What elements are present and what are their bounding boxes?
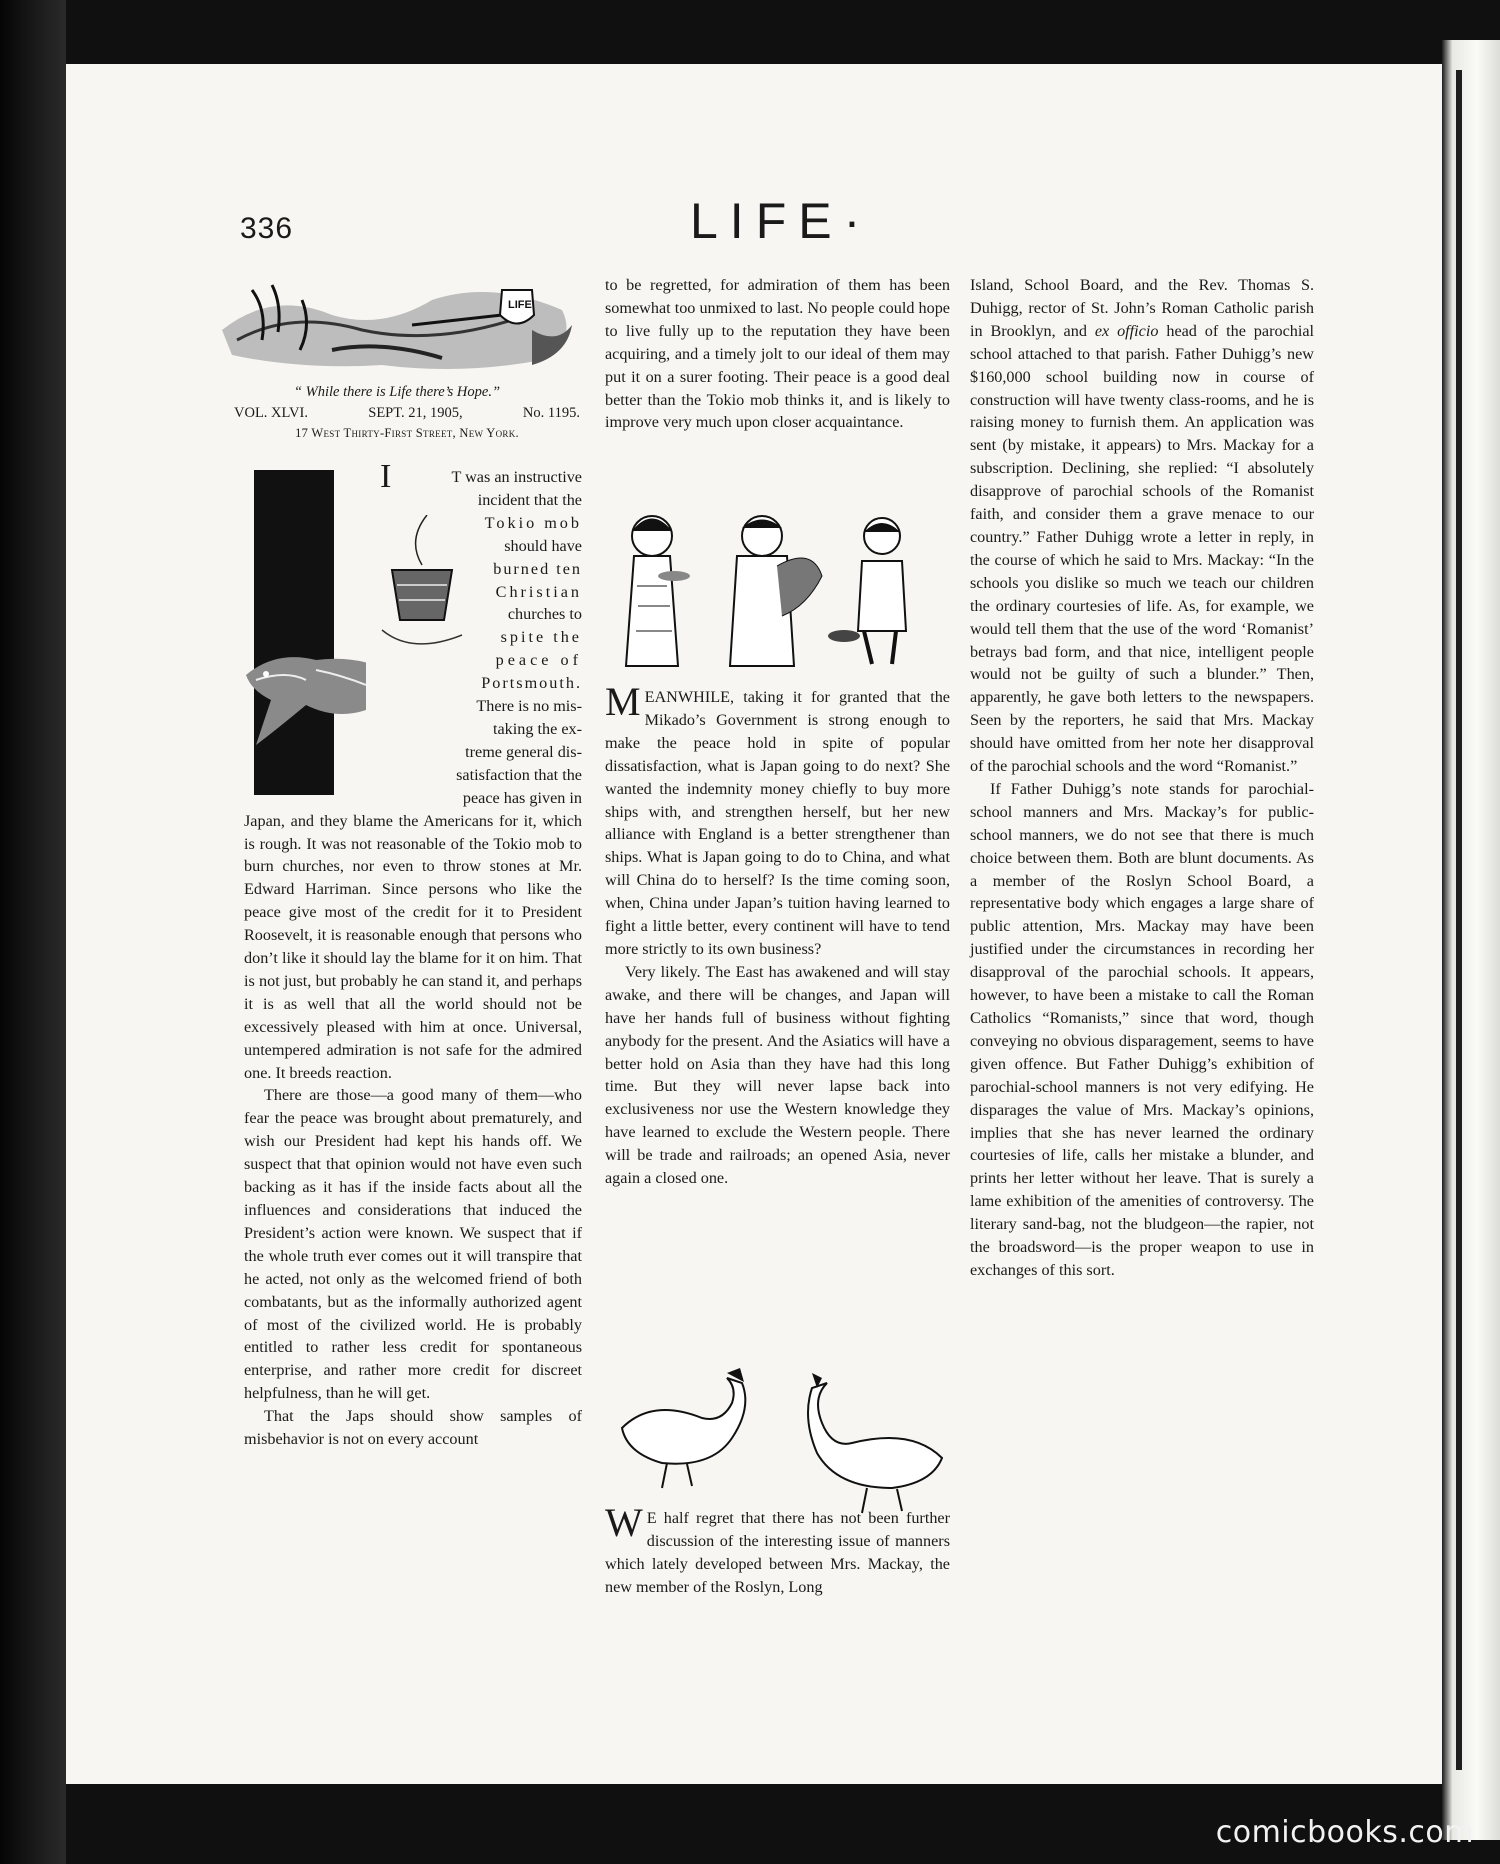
lead-line: satisfaction that the (456, 765, 582, 784)
lead-line: taking the ex- (493, 719, 582, 738)
banner-shield-text: LIFE (508, 299, 532, 311)
lead-line: burned ten (493, 559, 582, 578)
drop-cap-i: I (380, 458, 392, 495)
girl-with-tray-figure (626, 516, 690, 666)
lead-line: Tokio mob (484, 513, 582, 532)
paragraph-text: EANWHILE, taking it for granted that the Mikado’s Government is strong enough to make the peace hold in spite of popular dissatisfaction, what is Japan going to do next? She wanted the indemnity money chiefly to buy more ships with, and strengthen herself, but her new alliance with England is a better strengthener than ships. What is Japan going to do to China, and what will China do to herself? Is the time coming soon, when, China under Japan’s tuition having learned to fight a little better, every continent will have to tend more strictly to its own business? (605, 688, 950, 958)
drop-cap-w: W (605, 1500, 643, 1545)
boy-with-branches-figure (730, 516, 822, 666)
paragraph (605, 1500, 950, 1599)
paragraph-text: Island, School Board, and the Rev. Thomas S. Duhigg, rector of St. John’s Roman Catholic parish in Brooklyn, and (970, 276, 1314, 340)
paragraph: There are those—a good many of them—who fear the peace was brought about prematurely, and wish our President had kept his hands off. We suspect that that opinion would not have even such backing as it has if the inside facts about all the influences and considerations that induced the President’s action were known. We suspect that if the whole truth ever comes out it will transpire that he acted, not only as the welcomed friend of both combatants, but as the informally authorized agent of most of the civilized world. He is probably entitled to rather less credit for spontaneous enterprise, and rather more credit for discreet helpfulness, than he will get. (244, 1086, 582, 1403)
column-2-bottom (605, 1500, 950, 1599)
paragraph: That the Japs should show samples of misbehavior is not on every account (244, 1407, 582, 1449)
paragraph (970, 274, 1314, 778)
paragraph: to be regretted, for admiration of them has been somewhat too unmixed to last. No people could hope to live fully up to the reputation they have been acquiring, and a timely jolt to our ideal of them may put it on a surer footing. Their peace is a good deal better than the Tokio mob thinks it, and is likely to improve very much upon closer acquaintance. (605, 276, 950, 432)
paragraph (605, 679, 950, 961)
lead-line: Christian (495, 582, 582, 601)
column-3 (970, 274, 1314, 1282)
issue-number: No. 1195. (522, 405, 580, 421)
lead-line: incident that the (477, 490, 582, 509)
watermark: comicbooks.com (1215, 1815, 1474, 1850)
masthead-title: LIFE· (690, 193, 873, 249)
lead-line: churches to (507, 605, 582, 624)
drop-cap-m: M (605, 679, 641, 724)
paragraph: Very likely. The East has awakened and will stay awake, and there will be changes, and Japan will have her hands full of business without fighting anybody for the present. And the Asiatics will have a better hold on Asia than they have had this long time. But they will never lapse back into exclusiveness nor use the Western knowledge they have learned to exclude the Western people. There will be trade and railroads; an opened Asia, never again a closed one. (605, 962, 950, 1188)
lead-line: spite the (500, 628, 582, 647)
column-2-lower (605, 679, 950, 1190)
japanese-children-illustration (612, 506, 952, 676)
issue-date: SEPT. 21, 1905, (368, 405, 463, 421)
lead-line: treme general dis- (465, 742, 582, 761)
column-1 (244, 458, 582, 1451)
two-geese-illustration (612, 1368, 952, 1518)
lead-paragraph-wrap (380, 458, 582, 810)
lead-line: Portsmouth. (481, 674, 582, 693)
child-with-pan-figure (828, 518, 906, 664)
scan-border-left (0, 0, 66, 1864)
next-page-edge (1442, 40, 1500, 1840)
column-2 (605, 274, 950, 434)
goose-left (622, 1368, 745, 1488)
lead-line: T was an instructive (451, 468, 582, 486)
paragraph: If Father Duhigg’s note stands for parochial-school manners and Mrs. Mackay’s for public-school manners, we do not see that there is much choice between them. Both are blunt documents. As a member of the Roslyn School Board, a representative body which engages a large share of public attention, Mrs. Mackay may have been justified under the circumstances in recording her disapproval of the parochial schools. It appears, however, to have been a mistake to call the Roman Catholics “Romanists,” since that word, though conveying no obvious disparagement, seems to have given offence. But Father Duhigg’s exhibition of parochial-school manners is not very edifying. He disparages the value of Mrs. Mackay’s opinions, implies that she has never learned the ordinary courtesies of life, calls her mistake a blunder, and prints her letter without her leave. That is surely a lame exhibition of the amenities of controversy. The literary sand-bag, not the bludgeon—the rapier, not the broadsword—is the proper weapon to use in exchanges of this sort. (970, 779, 1314, 1279)
motto: “ While there is Life there’s Hope.” (293, 384, 501, 400)
publisher-address: 17 West Thirty-First Street, New York. (295, 426, 519, 440)
volume: VOL. XLVI. (234, 405, 308, 421)
lead-line: peace has given in (462, 788, 582, 807)
italic-phrase: ex officio (1094, 321, 1159, 340)
lead-line: peace of (495, 651, 582, 670)
paragraph-text: head of the parochial school attached to that parish. Father Duhigg’s new $160,000 school building now in course of construction will have twenty class-rooms, and he is raising money to furnish them. An application was sent (by mistake, it appears) to Mrs. Mackay for a subscription. Declining, she replied: “I absolutely disapprove of parochial schools of the Romanist faith, and consider them a grave menace to our country.” Father Duhigg wrote a letter in reply, in the course of which he said to Mrs. Mackay: “In the schools you dislike so much we teach our children the ordinary courtesies of life. As, for example, we would tell them that the use of the word ‘Romanist’ betrays bad form, and that nice, intelligent people would not be guilty of such a blunder.” Then, apparently, he gave both letters to the newspapers. Seen by the reporters, he said that Mrs. Mackay should have omitted from her note her disapproval of the parochial schools and the word “Romanist.” (970, 321, 1315, 776)
paragraph: Japan, and they blame the Americans for it, which is rough. It was not reasonable of the Tokio mob to burn churches, nor even to throw stones at Mr. Edward Harriman. Since persons who like the peace give most of the credit for it to President Roosevelt, it is reasonable enough that persons who don’t like it should lay the blame for it on him. That is not just, but probably he can stand it, and perhaps it is as well that all the world should not be excessively pleased with him at once. Universal, untempered admiration is not safe for the admired one. It breeds reaction. (244, 811, 582, 1082)
goose-right (808, 1373, 942, 1513)
volume-line (234, 405, 580, 422)
paragraph-text: E half regret that there has not been further discussion of the interesting issue of manners which lately developed between Mrs. Mackay, the new member of the Roslyn, Long (605, 1509, 950, 1596)
life-banner-illustration (212, 270, 582, 380)
lead-line: should have (504, 536, 582, 555)
lead-line: There is no mis- (476, 697, 582, 716)
page-number: 336 (240, 212, 294, 245)
